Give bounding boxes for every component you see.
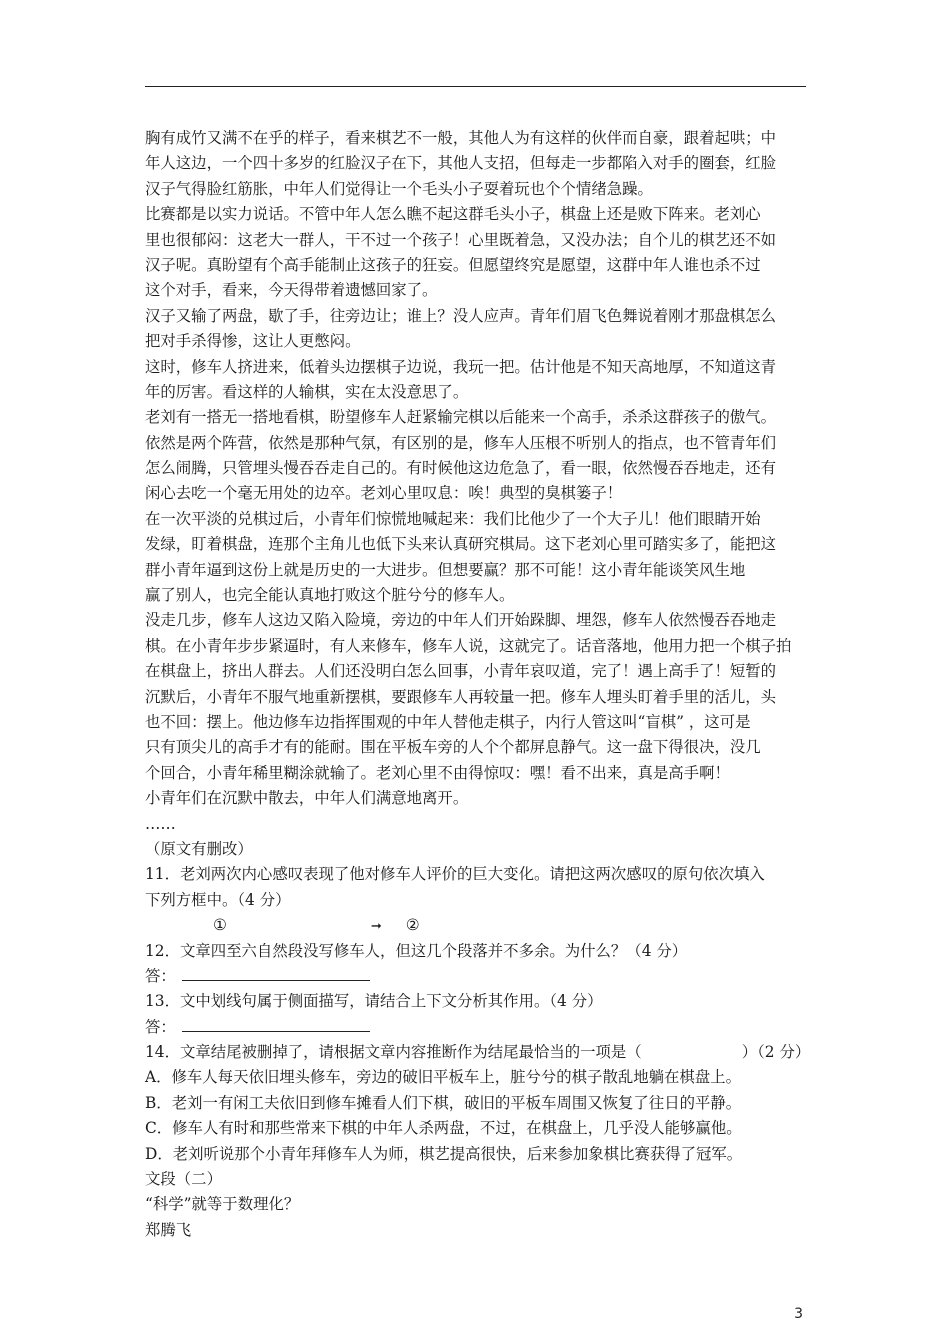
arrow-right-icon: ➞: [370, 919, 382, 935]
paragraph: [145, 405, 815, 507]
answer-slot-1[interactable]: ①: [213, 916, 227, 935]
text-line: 依然是两个阵营，依然是那种气氛，有区别的是，修车人压根不听别人的指点，也不管青年们: [145, 433, 777, 452]
text-line: 汉子又输了两盘，歇了手，往旁边让；谁上？没人应声。青年们眉飞色舞说着刚才那盘棋怎么: [145, 306, 777, 325]
text-line: 个回合，小青年稀里糊涂就输了。老刘心里不由得惊叹：嘿！看不出来，真是高手啊！: [145, 763, 730, 782]
answer-label: 答：: [145, 1017, 176, 1036]
question-text: 13．文中划线句属于侧面描写，请结合上下文分析其作用。（4 分）: [145, 992, 603, 1011]
text-line: 也不回：摆上。他边修车边指挥围观的中年人替他走棋子，内行人管这叫“盲棋” ，这可是: [145, 712, 751, 731]
question-text-before: 14．文章结尾被删掉了，请根据文章内容推断作为结尾最恰当的一项是（: [145, 1043, 642, 1062]
author: 郑腾飞: [145, 1220, 192, 1239]
text-line: 在一次平淡的兑棋过后，小青年们惊慌地喊起来：我们比他少了一个大子儿！他们眼睛开始: [145, 509, 761, 528]
text-line: 比赛都是以实力说话。不管中年人怎么瞧不起这群毛头小子，棋盘上还是败下阵来。老刘心: [145, 205, 761, 224]
ellipsis: ……: [145, 814, 176, 833]
answer-label: 答：: [145, 966, 176, 985]
text-line: 怎么闹腾，只管埋头慢吞吞走自己的。有时候他这边危急了，看一眼，依然慢吞吞地走，还有: [145, 459, 777, 478]
question-text: 11．老刘两次内心感叹表现了他对修车人评价的巨大变化。请把这两次感叹的原句依次填入: [145, 865, 765, 884]
answer-boxes: [145, 913, 815, 938]
answer-row: [145, 964, 815, 989]
paragraph: [145, 304, 815, 355]
text-line: 里也很郁闷：这老大一群人，干不过一个孩子！心里既着急，又没办法；自个儿的棋艺还不如: [145, 230, 777, 249]
question-text: 12．文章四至六自然段没写修车人，但这几个段落并不多余。为什么？（4 分）: [145, 941, 688, 960]
answer-blank[interactable]: [182, 966, 370, 981]
option-c: C．修车人有时和那些常来下棋的中年人杀两盘，不过，在棋盘上，几乎没人能够赢他。: [145, 1119, 742, 1138]
text-line: 闲心去吃一个毫无用处的边卒。老刘心里叹息：唉！典型的臭棋篓子！: [145, 484, 623, 503]
paragraph: [145, 608, 815, 786]
question-text: [145, 1040, 815, 1065]
paragraph: [145, 202, 815, 304]
question-text-after: ）（2 分）: [741, 1043, 811, 1062]
paragraph: [145, 126, 815, 202]
question-11: [145, 862, 815, 938]
question-12: [145, 939, 815, 990]
story-text: [145, 126, 815, 812]
text-line: 没走几步，修车人这边又陷入险境，旁边的中年人们开始跺脚、埋怨，修车人依然慢吞吞地走: [145, 611, 777, 630]
answer-blank[interactable]: [182, 1017, 370, 1032]
option-b: B．老刘一有闲工夫依旧到修车摊看人们下棋，破旧的平板车周围又恢复了往日的平静。: [145, 1093, 742, 1112]
question-text: 下列方框中。（4 分）: [145, 890, 291, 909]
text-line: 发绿，盯着棋盘，连那个主角儿也低下头来认真研究棋局。这下老刘心里可踏实多了，能把这: [145, 535, 777, 554]
section-title: 文段（二）: [145, 1170, 222, 1189]
option-a: A．修车人每天依旧埋头修车，旁边的破旧平板车上，脏兮兮的棋子散乱地躺在棋盘上。: [145, 1068, 741, 1087]
text-line: 这时，修车人挤进来，低着头边摆棋子边说，我玩一把。估计他是不知天高地厚，不知道这青: [145, 357, 777, 376]
text-line: 沉默后，小青年不服气地重新摆棋，要跟修车人再较量一把。修车人埋头盯着手里的活儿，头: [145, 687, 777, 706]
text-line: 老刘有一搭无一搭地看棋，盼望修车人赶紧输完棋以后能来一个高手，杀杀这群孩子的傲气。: [145, 408, 777, 427]
answer-slot-2[interactable]: ②: [405, 916, 420, 935]
text-line: 胸有成竹又满不在乎的样子，看来棋艺不一般，其他人为有这样的伙伴而自豪，跟着起哄；中: [145, 129, 777, 147]
text-line: 把对手杀得惨，这让人更憋闷。: [145, 332, 361, 351]
text-line: 年的厉害。看这样的人输棋，实在太没意思了。: [145, 382, 469, 401]
question-13: [145, 989, 815, 1040]
option-d: D．老刘听说那个小青年拜修车人为师，棋艺提高很快，后来参加象棋比赛获得了冠军。: [145, 1144, 743, 1163]
paragraph: [145, 355, 815, 406]
text-line: 这个对手，看来，今天得带着遗憾回家了。: [145, 281, 438, 300]
answer-row: [145, 1015, 815, 1040]
text-line: 小青年们在沉默中散去，中年人们满意地离开。: [145, 789, 469, 808]
text-line: 汉子气得脸红筋胀，中年人们觉得让一个毛头小子耍着玩也个个情绪急躁。: [145, 179, 653, 198]
source-note: （原文有删改）: [145, 839, 253, 858]
document-body: [145, 126, 815, 1243]
paragraph: [145, 507, 815, 609]
text-line: 年人这边，一个四十多岁的红脸汉子在下，其他人支招，但每走一步都陷入对手的圈套，红脸: [145, 154, 777, 173]
page-number: 3: [794, 1306, 803, 1322]
question-14: [145, 1040, 815, 1167]
article-title: “科学”就等于数理化？: [145, 1195, 300, 1214]
text-line: 汉子呢。真盼望有个高手能制止这孩子的狂妄。但愿望终究是愿望，这群中年人谁也杀不过: [145, 255, 761, 274]
header-rule: [145, 86, 806, 87]
text-line: 群小青年逼到这份上就是历史的一大进步。但想要赢？那不可能！这小青年能谈笑风生地: [145, 560, 746, 579]
text-line: 棋。在小青年步步紧逼时，有人来修车，修车人说，这就完了。话音落地，他用力把一个棋子拍: [145, 636, 792, 655]
paragraph: [145, 786, 815, 811]
text-line: 在棋盘上，挤出人群去。人们还没明白怎么回事，小青年哀叹道，完了！遇上高手了！短暂的: [145, 662, 777, 681]
text-line: 只有顶尖儿的高手才有的能耐。围在平板车旁的人个个都屏息静气。这一盘下得很决，没几: [145, 738, 761, 757]
text-line: 赢了别人，也完全能认真地打败这个脏兮兮的修车人。: [145, 586, 515, 605]
